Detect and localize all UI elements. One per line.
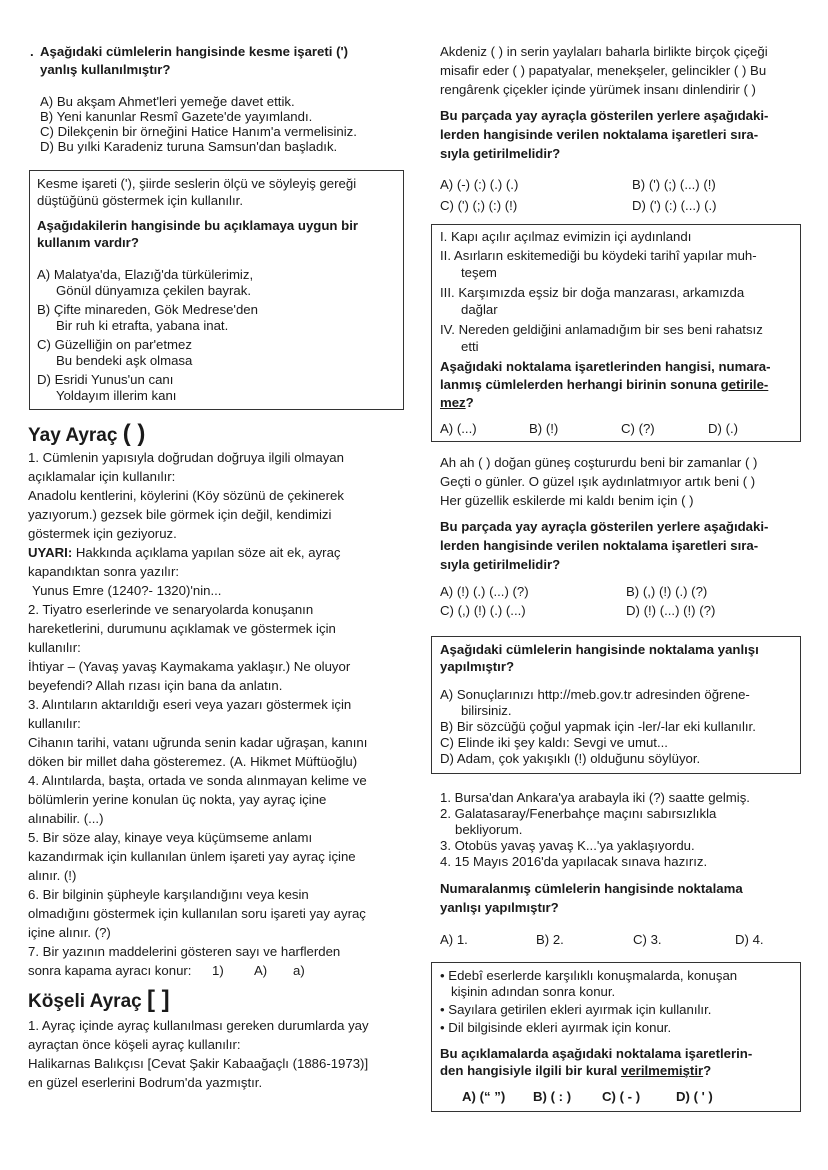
q8-bullet-1-text: Edebî eserlerde karşılıklı konuşmalarda, konuşan <box>448 968 738 983</box>
q1-marker: . <box>30 44 34 59</box>
bullet-icon: • <box>440 1002 445 1017</box>
yay-line: 3. Alıntıların aktarıldığı eseri veya yazarı göstermek için <box>28 697 352 712</box>
q4-stem-1: Aşağıdaki noktalama işaretlerinden hangisi, numara- <box>440 359 771 374</box>
question-6-box <box>431 636 801 774</box>
q3-option-d: D) (') (:) (...) (.) <box>632 198 717 213</box>
koseli-line: 1. Ayraç içinde ayraç kullanılması gereken durumlarda yay <box>28 1018 369 1033</box>
q8-stem-2 <box>440 1063 711 1079</box>
q2-option-d-2: Yoldayım illerim kanı <box>56 388 177 403</box>
q2-option-a: A) Malatya'da, Elazığ'da türkülerimiz, <box>37 267 254 282</box>
q3-option-c: C) (') (;) (:) (!) <box>440 198 518 213</box>
yay-line: bölümlerin yerine konulan üç nokta, yay ayraç içine <box>28 792 327 807</box>
q5-passage: Ah ah ( ) doğan güneş coştururdu beni bir zamanlar ( ) <box>440 455 758 470</box>
q1-option-a: A) Bu akşam Ahmet'leri yemeğe davet ettik. <box>40 94 295 109</box>
q8-stem-end: ? <box>703 1063 712 1078</box>
q4-stem-end: ? <box>465 395 474 410</box>
q7-item-2-cont: bekliyorum. <box>455 822 523 837</box>
yay-line: 5. Bir söze alay, kinaye veya küçümseme anlamı <box>28 830 313 845</box>
q3-passage: misafir eder ( ) papatyalar, menekşeler, gelincikler ( ) Bu <box>440 63 767 78</box>
q2-info-1: Kesme işareti ('), şiirde seslerin ölçü ve söyleyiş gereği <box>37 176 357 191</box>
q7-option-c: C) 3. <box>633 932 662 947</box>
q8-stem-underline: verilmemiştir <box>621 1063 704 1078</box>
q2-option-b: B) Çifte minareden, Gök Medrese'den <box>37 302 258 317</box>
q4-stem-2 <box>440 377 768 393</box>
yay-line: döken bir millet daha gösteremez. (A. Hikmet Müftüoğlu) <box>28 754 358 769</box>
q8-stem-2-text: den hangisiyle ilgili bir kural <box>440 1063 618 1078</box>
q7-stem-1: Numaralanmış cümlelerin hangisinde noktalama <box>440 881 743 896</box>
yay-line: alınır. (!) <box>28 868 77 883</box>
q8-bullet-1-cont: kişinin adından sonra konur. <box>451 984 616 999</box>
q5-option-d: D) (!) (...) (!) (?) <box>626 603 716 618</box>
q2-option-c: C) Güzelliğin on par'etmez <box>37 337 192 352</box>
q8-bullet-2-text: Sayılara getirilen ekleri ayırmak için kullanılır. <box>448 1002 712 1017</box>
q2-info-2: düştüğünü göstermek için kullanılır. <box>37 193 243 208</box>
q2-option-a-2: Gönül dünyamıza çekilen bayrak. <box>56 283 251 298</box>
q4-item-2: II. Asırların eskitemediği bu köydeki tarihî yapılar muh- <box>440 248 757 263</box>
uyari-label: UYARI: <box>28 545 73 560</box>
yay-item-a-lower: a) <box>293 963 305 978</box>
q4-option-a: A) (...) <box>440 421 477 436</box>
q2-option-d: D) Esridi Yunus'un canı <box>37 372 174 387</box>
q4-stem-underline-1: getirile- <box>720 377 769 392</box>
q4-option-c: C) (?) <box>621 421 655 436</box>
yay-uyari-line <box>28 545 341 561</box>
yay-ayrac-symbol: ( ) <box>122 420 146 447</box>
yay-line: Cihanın tarihi, vatanı uğrunda senin kadar uğraşan, kanını <box>28 735 368 750</box>
question-8-box <box>431 962 801 1112</box>
q7-option-a: A) 1. <box>440 932 468 947</box>
yay-line: hareketlerini, durumunu açıklamak ve göstermek için <box>28 621 336 636</box>
q5-stem: Bu parçada yay ayraçla gösterilen yerlere aşağıdaki- <box>440 519 769 534</box>
q5-passage: Her güzellik eskilerde mi kaldı benim için ( ) <box>440 493 694 508</box>
q3-stem: sıyla getirilmelidir? <box>440 146 561 161</box>
q8-stem-1: Bu açıklamalarda aşağıdaki noktalama işaretlerin- <box>440 1046 753 1061</box>
q8-bullet-3 <box>440 1020 671 1036</box>
q7-item-3: 3. Otobüs yavaş yavaş K...'ya yaklaşıyordu. <box>440 838 695 853</box>
q1-option-b: B) Yeni kanunlar Resmî Gazete'de yayımlandı. <box>40 109 313 124</box>
yay-line: yazıyorum.) gezsek bile görmek için değil, kendimizi <box>28 507 332 522</box>
q7-item-4: 4. 15 Mayıs 2016'da yapılacak sınava hazırız. <box>440 854 708 869</box>
q7-stem-2: yanlışı yapılmıştır? <box>440 900 559 915</box>
yay-line: göstermek için geziyoruz. <box>28 526 177 541</box>
koseli-line: en güzel eserlerini Bodrum'da yazmıştır. <box>28 1075 263 1090</box>
yay-line: 4. Alıntılarda, başta, ortada ve sonda alınmayan kelime ve <box>28 773 367 788</box>
uyari-text: Hakkında açıklama yapılan söze ait ek, ayraç <box>75 545 341 560</box>
q7-option-b: B) 2. <box>536 932 564 947</box>
q2-option-c-2: Bu bendeki aşk olmasa <box>56 353 193 368</box>
q4-item-2-cont: teşem <box>461 265 497 280</box>
q4-stem-2-text: lanmış cümlelerden herhangi birinin sonuna <box>440 377 717 392</box>
q2-stem-1: Aşağıdakilerin hangisinde bu açıklamaya uygun bir <box>37 218 358 233</box>
koseli-line: ayraçtan önce köşeli ayraç kullanılır: <box>28 1037 241 1052</box>
q8-option-d: D) ( ' ) <box>676 1089 713 1104</box>
yay-line: kapandıktan sonra yazılır: <box>28 564 180 579</box>
yay-ayrac-heading <box>28 420 145 448</box>
q6-stem-2: yapılmıştır? <box>440 659 515 674</box>
yay-line: İhtiyar – (Yavaş yavaş Kaymakama yaklaşır.) Ne oluyor <box>28 659 351 674</box>
yay-line: açıklamalar için kullanılır: <box>28 469 176 484</box>
q1-stem-1: Aşağıdaki cümlelerin hangisinde kesme işareti (') <box>40 44 349 59</box>
yay-line: 2. Tiyatro eserlerinde ve senaryolarda konuşanın <box>28 602 314 617</box>
q5-passage: Geçti o günler. O güzel ışık aydınlatmıyor artık beni ( ) <box>440 474 756 489</box>
q7-option-d: D) 4. <box>735 932 764 947</box>
q1-option-d: D) Bu yılki Karadeniz turuna Samsun'dan başladık. <box>40 139 338 154</box>
q8-option-b: B) ( : ) <box>533 1089 572 1104</box>
yay-line: 1. Cümlenin yapısıyla doğrudan doğruya ilgili olmayan <box>28 450 344 465</box>
q4-item-3: III. Karşımızda eşsiz bir doğa manzarası, arkamızda <box>440 285 745 300</box>
yay-line-7-end: sonra kapama ayracı konur: <box>28 963 192 978</box>
q4-item-1: I. Kapı açılır açılmaz evimizin içi aydınlandı <box>440 229 692 244</box>
yay-line: olmadığını göstermek için kullanılan soru işareti yay ayraç <box>28 906 366 921</box>
yay-line: kullanılır: <box>28 640 81 655</box>
q1-stem-2: yanlış kullanılmıştır? <box>40 62 171 77</box>
q4-item-3-cont: dağlar <box>461 302 498 317</box>
q5-stem: sıyla getirilmelidir? <box>440 557 561 572</box>
yay-line: Anadolu kentlerini, köylerini (Köy sözünü de çekinerek <box>28 488 344 503</box>
bullet-icon: • <box>440 1020 445 1035</box>
q4-stem-3 <box>440 395 474 411</box>
q8-bullet-1 <box>440 968 737 984</box>
q6-option-a-cont: bilirsiniz. <box>461 703 512 718</box>
q8-bullet-2 <box>440 1002 711 1018</box>
q6-stem-1: Aşağıdaki cümlelerin hangisinde noktalama yanlışı <box>440 642 759 657</box>
q8-bullet-3-text: Dil bilgisinde ekleri ayırmak için konur. <box>448 1020 672 1035</box>
q8-option-c: C) ( - ) <box>602 1089 641 1104</box>
q5-option-c: C) (,) (!) (.) (...) <box>440 603 526 618</box>
yay-ayrac-title: Yay Ayraç <box>28 425 118 446</box>
q3-passage: rengârenk çiçekler içinde yürümek insanı dinlendirir ( ) <box>440 82 756 97</box>
q6-option-c: C) Elinde iki şey kaldı: Sevgi ve umut... <box>440 735 668 750</box>
yay-line: 6. Bir bilginin şüpheyle karşılandığını veya kesin <box>28 887 309 902</box>
koseli-ayrac-symbol: [ ] <box>146 986 170 1013</box>
q3-passage: Akdeniz ( ) in serin yaylaları baharla birlikte birçok çiçeği <box>440 44 768 59</box>
bullet-icon: • <box>440 968 445 983</box>
q6-option-d: D) Adam, çok yakışıklı (!) olduğunu söylüyor. <box>440 751 701 766</box>
q3-option-a: A) (-) (:) (.) (.) <box>440 177 519 192</box>
yay-line: 7. Bir yazının maddelerini gösteren sayı ve harflerden <box>28 944 341 959</box>
q2-option-b-2: Bir ruh ki etrafta, yabana inat. <box>56 318 229 333</box>
q7-item-2: 2. Galatasaray/Fenerbahçe maçını sabırsızlıkla <box>440 806 717 821</box>
koseli-ayrac-heading <box>28 986 170 1014</box>
q7-item-1: 1. Bursa'dan Ankara'ya arabayla iki (?) saatte gelmiş. <box>440 790 750 805</box>
yay-item-a-upper: A) <box>254 963 268 978</box>
q4-option-d: D) (.) <box>708 421 739 436</box>
q8-option-a: A) (“ ”) <box>462 1089 506 1104</box>
q3-option-b: B) (') (;) (...) (!) <box>632 177 716 192</box>
q6-option-a: A) Sonuçlarınızı http://meb.gov.tr adresinden öğrene- <box>440 687 750 702</box>
q5-stem: lerden hangisinde verilen noktalama işaretleri sıra- <box>440 538 759 553</box>
q3-stem: lerden hangisinde verilen noktalama işaretleri sıra- <box>440 127 759 142</box>
q5-option-a: A) (!) (.) (...) (?) <box>440 584 529 599</box>
yay-line: beyefendi? Allah rızası için bana da anlatın. <box>28 678 283 693</box>
q4-stem-underline-2: mez <box>440 395 466 410</box>
q4-item-4-cont: etti <box>461 339 479 354</box>
question-4-box <box>431 224 801 442</box>
koseli-ayrac-title: Köşeli Ayraç <box>28 991 142 1012</box>
q1-option-c: C) Dilekçenin bir örneğini Hatice Hanım'a vermelisiniz. <box>40 124 357 139</box>
yay-item-1: 1) <box>212 963 224 978</box>
q6-option-b: B) Bir sözcüğü çoğul yapmak için -ler/-lar eki kullanılır. <box>440 719 756 734</box>
q4-option-b: B) (!) <box>529 421 559 436</box>
q4-item-4: IV. Nereden geldiğini anlamadığım bir ses beni rahatsız <box>440 322 763 337</box>
q5-option-b: B) (,) (!) (.) (?) <box>626 584 708 599</box>
yay-line: kazandırmak için kullanılan ünlem işareti yay ayraç içine <box>28 849 356 864</box>
question-2-box <box>29 170 404 410</box>
koseli-line: Halikarnas Balıkçısı [Cevat Şakir Kabaağaçlı (1886-1973)] <box>28 1056 369 1071</box>
q2-stem-2: kullanım vardır? <box>37 235 139 250</box>
yay-line: Yunus Emre (1240?- 1320)'nin... <box>32 583 222 598</box>
q3-stem: Bu parçada yay ayraçla gösterilen yerlere aşağıdaki- <box>440 108 769 123</box>
yay-line: kullanılır: <box>28 716 81 731</box>
yay-line: alınabilir. (...) <box>28 811 104 826</box>
yay-line: içine alınır. (?) <box>28 925 111 940</box>
